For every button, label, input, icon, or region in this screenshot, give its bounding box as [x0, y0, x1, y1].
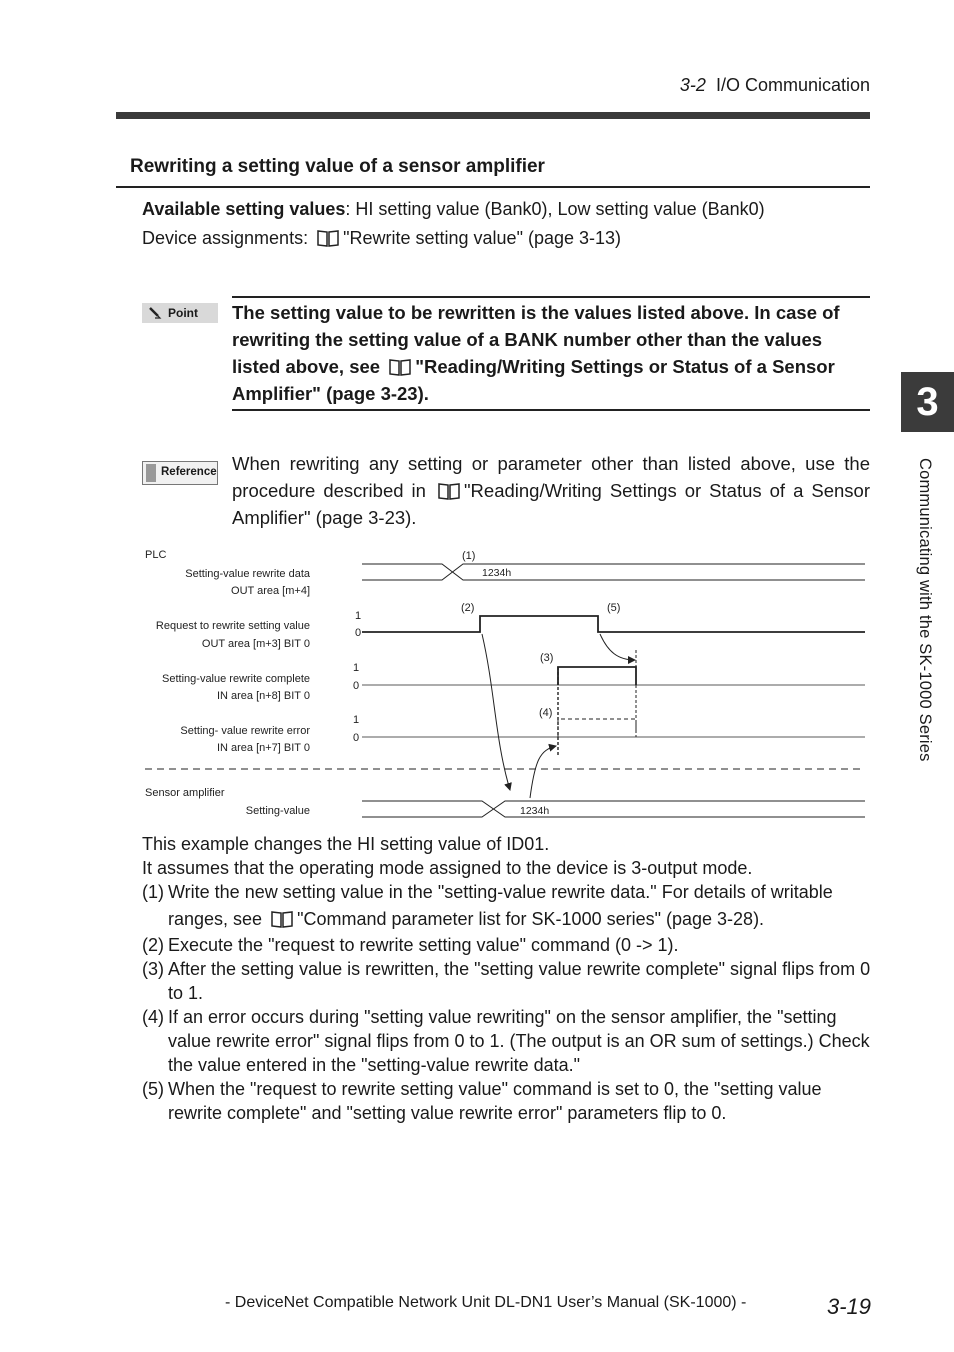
sensor-setting-value: 1234h	[520, 805, 550, 817]
body-line-2: It assumes that the operating mode assigned to the device is 3-output mode.	[142, 858, 753, 878]
list-item-text-ref: "Command parameter list for SK-1000 series" (page 3-28).	[297, 909, 765, 929]
signal-area-request: OUT area [m+3] BIT 0	[201, 638, 310, 650]
signal-area-complete: IN area [n+8] BIT 0	[216, 690, 310, 702]
header-rule	[116, 112, 870, 119]
signal-name-complete: Setting-value rewrite complete	[162, 673, 310, 685]
list-item-text: After the setting value is rewritten, the "setting value rewrite complete" signal flips from 0 to 1.	[168, 959, 871, 1003]
request-waveform	[362, 616, 865, 632]
point-bottom-rule	[232, 409, 870, 411]
book-icon	[270, 910, 294, 928]
section-rule	[116, 186, 870, 188]
list-item	[142, 933, 872, 957]
list-item-number: (2)	[142, 935, 164, 955]
available-values-label: Available setting values	[142, 199, 346, 219]
level-zero-request: 0	[355, 627, 362, 639]
signal-area-rewrite-data: OUT area [m+4]	[231, 585, 310, 597]
page-number: 3-19	[826, 1294, 871, 1319]
rewrite-data-value: 1234h	[482, 567, 512, 579]
header-section-title: I/O Communication	[715, 75, 870, 95]
signal-name-rewrite-data: Setting-value rewrite data	[185, 568, 310, 580]
device-assignments-label: Device assignments:	[142, 228, 309, 248]
reference-tag	[142, 461, 218, 485]
step-4-label: (4)	[539, 707, 553, 719]
sensor-setting-waveform	[362, 801, 865, 817]
header-section-number: 3-2	[679, 75, 706, 95]
list-item-text: Execute the "request to rewrite setting value" command (0 -> 1).	[168, 935, 679, 955]
step-2-label: (2)	[461, 602, 475, 614]
complete-pulse	[558, 667, 636, 685]
sensor-amplifier-label: Sensor amplifier	[145, 787, 225, 799]
reference-text-main: When rewriting any setting or parameter other than listed above, use the procedure described in	[232, 453, 870, 501]
arrow-sensor-to-complete	[530, 746, 556, 798]
arrow-request-reset	[600, 634, 635, 660]
level-one-request: 1	[355, 610, 362, 622]
point-text-main: The setting value to be rewritten is the values listed above. In case of rewriting the setting value of a BANK number other than the values listed above, see	[232, 302, 840, 377]
arrow-request-to-sensor	[482, 634, 510, 790]
available-values-text: : HI setting value (Bank0), Low setting value (Bank0)	[345, 199, 765, 219]
plc-label: PLC	[145, 549, 167, 561]
list-item	[142, 957, 872, 1005]
signal-area-error: IN area [n+7] BIT 0	[216, 742, 310, 754]
step-1-label: (1)	[462, 550, 476, 562]
signal-name-error: Setting- value rewrite error	[180, 725, 310, 737]
list-item	[142, 880, 872, 933]
procedure-text	[142, 832, 872, 1125]
list-item-text: If an error occurs during "setting value rewriting" on the sensor amplifier, the "setting value rewrite error" signal flips from 0 to 1. (The output is an OR sum of settings.) Check the value entered in the "setting-value rewrite data."	[168, 1007, 870, 1075]
pencil-icon	[148, 306, 162, 320]
point-tag-label: Point	[168, 306, 198, 320]
reference-text	[232, 450, 870, 531]
level-zero-error: 0	[353, 732, 360, 744]
signal-name-request: Request to rewrite setting value	[155, 620, 310, 632]
device-assignments-ref: "Rewrite setting value" (page 3-13)	[343, 228, 622, 248]
level-one-error: 1	[353, 714, 360, 726]
list-item-number: (4)	[142, 1007, 164, 1027]
chapter-side-title: Communicating with the SK-1000 Series	[916, 458, 934, 762]
book-icon	[388, 358, 412, 376]
list-item-number: (3)	[142, 959, 164, 979]
section-title: Rewriting a setting value of a sensor amplifier	[130, 156, 545, 177]
book-icon	[316, 229, 340, 247]
reference-tag-marker	[146, 464, 156, 482]
chapter-tab: 3	[901, 372, 954, 432]
rewrite-data-waveform	[362, 564, 865, 580]
level-one-complete: 1	[353, 662, 360, 674]
list-item-text: When the "request to rewrite setting value" command is set to 0, the "setting value rewrite complete" and "setting value rewrite error" parameters flip to 0.	[168, 1079, 822, 1123]
point-text	[232, 299, 870, 407]
point-text-ref: "Reading/Writing Settings or Status of a Sensor Amplifier" (page 3-23).	[232, 356, 835, 404]
step-3-label: (3)	[540, 652, 554, 664]
list-item-text-main: Write the new setting value in the "setting-value rewrite data." For details of writable ranges, see	[168, 882, 833, 929]
footer-manual-title: - DeviceNet Compatible Network Unit DL-DN1 User’s Manual (SK-1000) -	[225, 1294, 747, 1311]
reference-text-ref: "Reading/Writing Settings or Status of a Sensor Amplifier" (page 3-23).	[232, 480, 871, 528]
list-item	[142, 1005, 872, 1077]
timing-diagram	[130, 540, 870, 830]
list-item	[142, 1077, 872, 1125]
point-top-rule	[232, 296, 870, 298]
book-icon	[437, 482, 461, 500]
device-assignments-line	[142, 224, 621, 253]
running-header	[680, 75, 870, 96]
reference-tag-label: Reference	[161, 466, 217, 478]
body-line-1: This example changes the HI setting value of ID01.	[142, 834, 550, 854]
point-tag	[142, 303, 218, 323]
available-values-line	[142, 195, 765, 224]
sensor-signal-name: Setting-value	[245, 805, 310, 817]
list-item-text	[168, 879, 872, 933]
level-zero-complete: 0	[353, 680, 360, 692]
step-5-label: (5)	[607, 602, 621, 614]
list-item-number: (1)	[142, 882, 164, 902]
error-pulse	[558, 719, 636, 737]
list-item-number: (5)	[142, 1079, 164, 1099]
